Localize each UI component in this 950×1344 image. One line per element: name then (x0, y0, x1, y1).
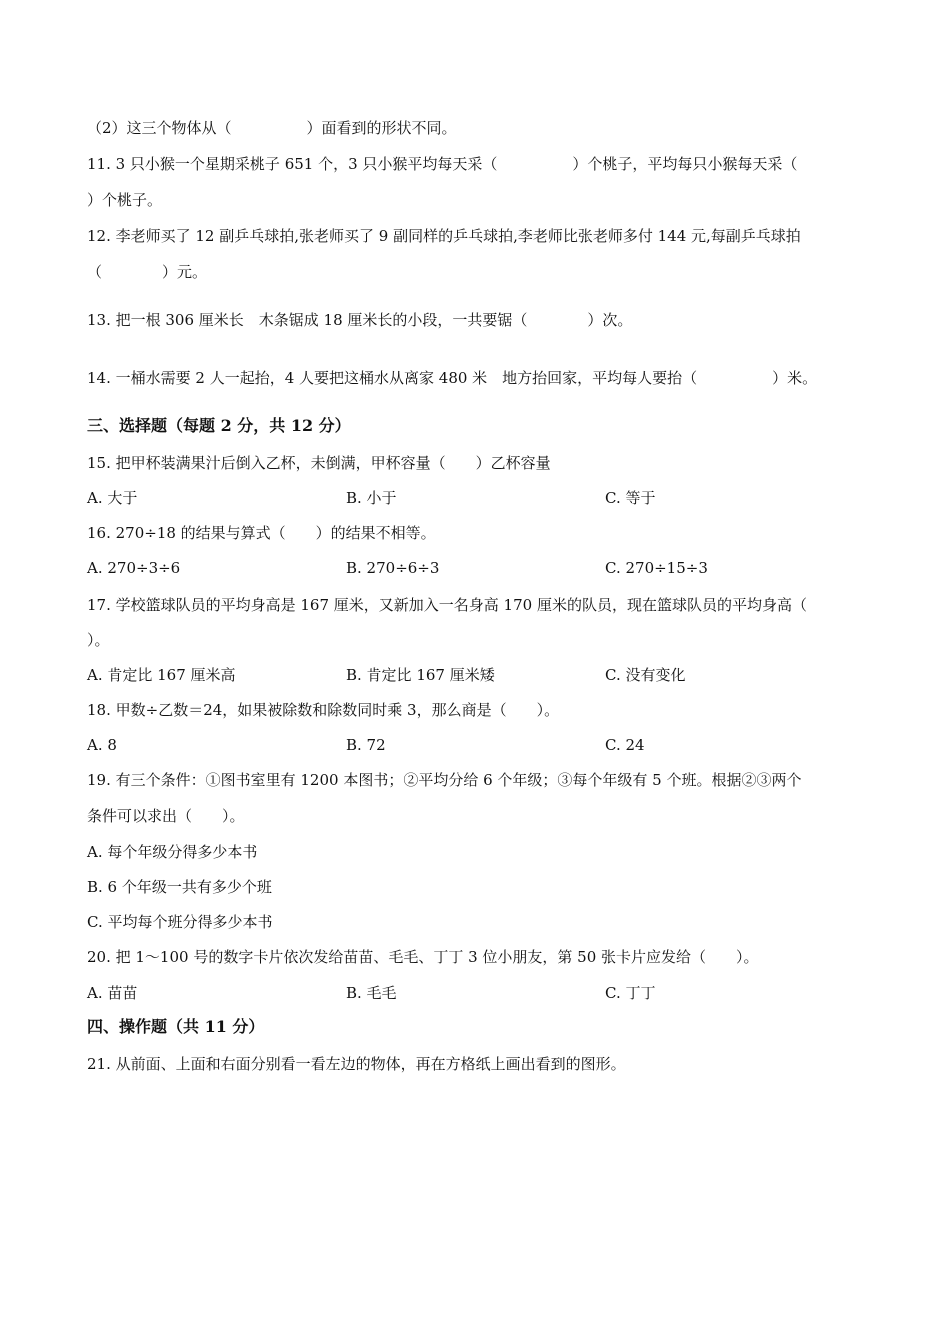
q16: 16. 270÷18 的结果与算式（ ）的结果不相等。 (87, 524, 436, 542)
q14: 14. 一桶水需要 2 人一起抬，4 人要把这桶水从离家 480 米 地方抬回家，平均每人要抬（ ）米。 (87, 369, 818, 387)
q15-option-b: B. 小于 (346, 489, 397, 507)
q11-line2: ）个桃子。 (87, 191, 163, 209)
q13: 13. 把一根 306 厘米长 木条锯成 18 厘米长的小段，一共要锯（ ）次。 (87, 311, 633, 329)
q17-option-b: B. 肯定比 167 厘米矮 (346, 666, 495, 684)
q12-line2: （ ）元。 (87, 263, 208, 281)
q19-line2: 条件可以求出（ ）。 (87, 807, 245, 825)
section4-heading: 四、操作题（共 11 分） (87, 1017, 265, 1036)
q18-option-c: C. 24 (605, 736, 645, 754)
q20: 20. 把 1～100 号的数字卡片依次发给苗苗、毛毛、丁丁 3 位小朋友，第 50 张卡片应发给（ ）。 (87, 948, 759, 966)
q17-line2: ）。 (87, 631, 110, 649)
q11-line1: 11. 3 只小猴一个星期采桃子 651 个，3 只小猴平均每天采（ ）个桃子，平均每只小猴每天采（ (87, 155, 798, 173)
q15: 15. 把甲杯装满果汁后倒入乙杯，未倒满，甲杯容量（ ）乙杯容量 (87, 454, 551, 472)
q17-option-c: C. 没有变化 (605, 666, 686, 684)
q20-option-a: A. 苗苗 (87, 984, 138, 1002)
q16-option-c: C. 270÷15÷3 (605, 559, 708, 577)
q15-option-a: A. 大于 (87, 489, 138, 507)
q21: 21. 从前面、上面和右面分别看一看左边的物体，再在方格纸上画出看到的图形。 (87, 1055, 626, 1073)
q17-line1: 17. 学校篮球队员的平均身高是 167 厘米，又新加入一名身高 170 厘米的队员，现在篮球队员的平均身高（ (87, 596, 807, 614)
q10-part2: （2）这三个物体从（ ）面看到的形状不同。 (87, 119, 457, 137)
q18-option-a: A. 8 (87, 736, 117, 754)
q19-line1: 19. 有三个条件：①图书室里有 1200 本图书；②平均分给 6 个年级；③每个年级有 5 个班。根据②③两个 (87, 771, 802, 789)
q20-option-c: C. 丁丁 (605, 984, 656, 1002)
section3-heading: 三、选择题（每题 2 分，共 12 分） (87, 416, 351, 435)
q19-option-b: B. 6 个年级一共有多少个班 (87, 878, 272, 896)
q15-option-c: C. 等于 (605, 489, 656, 507)
q18: 18. 甲数÷乙数＝24，如果被除数和除数同时乘 3，那么商是（ ）。 (87, 701, 560, 719)
q12-line1: 12. 李老师买了 12 副乒乓球拍,张老师买了 9 副同样的乒乓球拍,李老师比张老师多付 144 元,每副乒乓球拍 (87, 227, 801, 245)
q17-option-a: A. 肯定比 167 厘米高 (87, 666, 236, 684)
q16-option-b: B. 270÷6÷3 (346, 559, 440, 577)
q19-option-a: A. 每个年级分得多少本书 (87, 843, 258, 861)
q18-option-b: B. 72 (346, 736, 386, 754)
q19-option-c: C. 平均每个班分得多少本书 (87, 913, 273, 931)
q16-option-a: A. 270÷3÷6 (87, 559, 181, 577)
q20-option-b: B. 毛毛 (346, 984, 397, 1002)
